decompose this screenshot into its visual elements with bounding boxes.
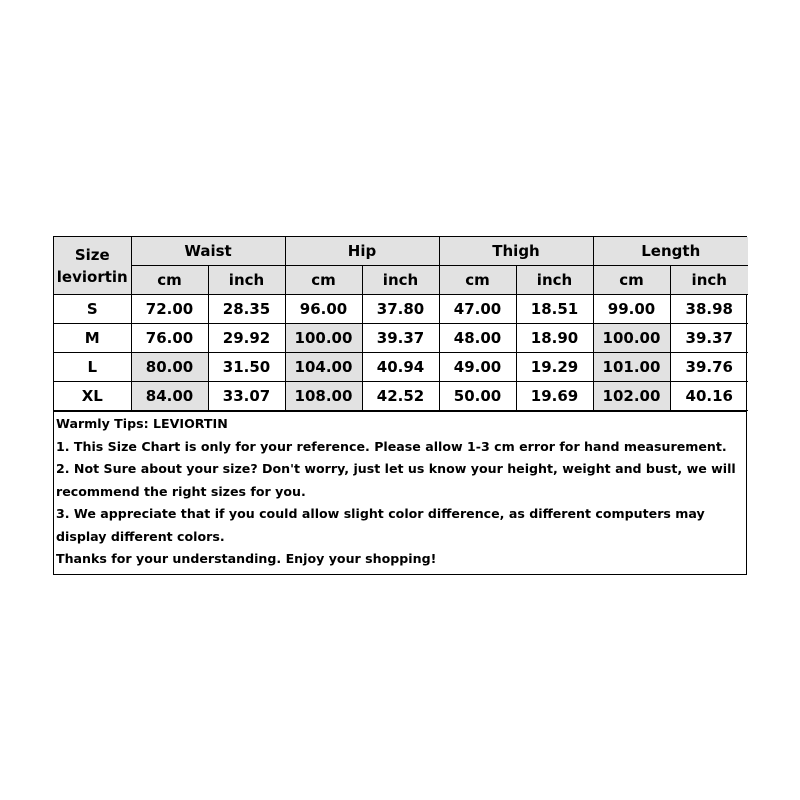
tip-item: 1. This Size Chart is only for your reference. Please allow 1-3 cm error for hand measurement. — [56, 438, 727, 454]
value-cell: 48.00 — [439, 324, 516, 353]
tips-closing: Thanks for your understanding. Enjoy your shopping! — [56, 551, 437, 566]
size-cell: M — [54, 324, 131, 353]
value-cell: 99.00 — [593, 295, 670, 324]
value-cell: 38.98 — [670, 295, 748, 324]
value-cell: 28.35 — [208, 295, 285, 324]
value-cell: 108.00 — [285, 382, 362, 411]
value-cell: 104.00 — [285, 353, 362, 382]
group-header-hip: Hip — [285, 237, 439, 266]
value-cell: 31.50 — [208, 353, 285, 382]
size-header-line2: leviortin — [56, 267, 128, 286]
size-table — [54, 237, 748, 411]
group-header-thigh: Thigh — [439, 237, 593, 266]
tips-section — [54, 411, 746, 574]
value-cell: 19.69 — [516, 382, 593, 411]
unit-header: cm — [593, 266, 670, 295]
value-cell: 47.00 — [439, 295, 516, 324]
value-cell: 101.00 — [593, 353, 670, 382]
size-cell: L — [54, 353, 131, 382]
value-cell: 76.00 — [131, 324, 208, 353]
group-header-length: Length — [593, 237, 748, 266]
unit-header: inch — [516, 266, 593, 295]
size-chart — [53, 236, 747, 575]
value-cell: 18.51 — [516, 295, 593, 324]
unit-header: inch — [362, 266, 439, 295]
size-header-line1: Size — [74, 245, 110, 264]
header-row-groups — [54, 237, 748, 266]
header-row-units — [54, 266, 748, 295]
value-cell: 39.37 — [670, 324, 748, 353]
unit-header: cm — [439, 266, 516, 295]
value-cell: 50.00 — [439, 382, 516, 411]
value-cell: 100.00 — [593, 324, 670, 353]
value-cell: 39.76 — [670, 353, 748, 382]
value-cell: 40.16 — [670, 382, 748, 411]
value-cell: 84.00 — [131, 382, 208, 411]
value-cell: 19.29 — [516, 353, 593, 382]
tip-item: 3. We appreciate that if you could allow slight color difference, as different computers may display different colors. — [56, 506, 705, 544]
size-header — [54, 237, 131, 295]
value-cell: 37.80 — [362, 295, 439, 324]
size-cell: XL — [54, 382, 131, 411]
unit-header: inch — [670, 266, 748, 295]
unit-header: cm — [285, 266, 362, 295]
value-cell: 100.00 — [285, 324, 362, 353]
value-cell: 80.00 — [131, 353, 208, 382]
table-row — [54, 324, 748, 353]
value-cell: 49.00 — [439, 353, 516, 382]
value-cell: 29.92 — [208, 324, 285, 353]
tips-title: Warmly Tips: LEVIORTIN — [56, 416, 228, 431]
value-cell: 96.00 — [285, 295, 362, 324]
table-row — [54, 295, 748, 324]
value-cell: 72.00 — [131, 295, 208, 324]
tip-item: 2. Not Sure about your size? Don't worry, just let us know your height, weight and bust, we will recommend the right sizes for you. — [56, 461, 736, 499]
value-cell: 39.37 — [362, 324, 439, 353]
value-cell: 40.94 — [362, 353, 439, 382]
value-cell: 18.90 — [516, 324, 593, 353]
table-row — [54, 353, 748, 382]
value-cell: 42.52 — [362, 382, 439, 411]
value-cell: 33.07 — [208, 382, 285, 411]
size-cell: S — [54, 295, 131, 324]
table-row — [54, 382, 748, 411]
unit-header: inch — [208, 266, 285, 295]
value-cell: 102.00 — [593, 382, 670, 411]
group-header-waist: Waist — [131, 237, 285, 266]
unit-header: cm — [131, 266, 208, 295]
